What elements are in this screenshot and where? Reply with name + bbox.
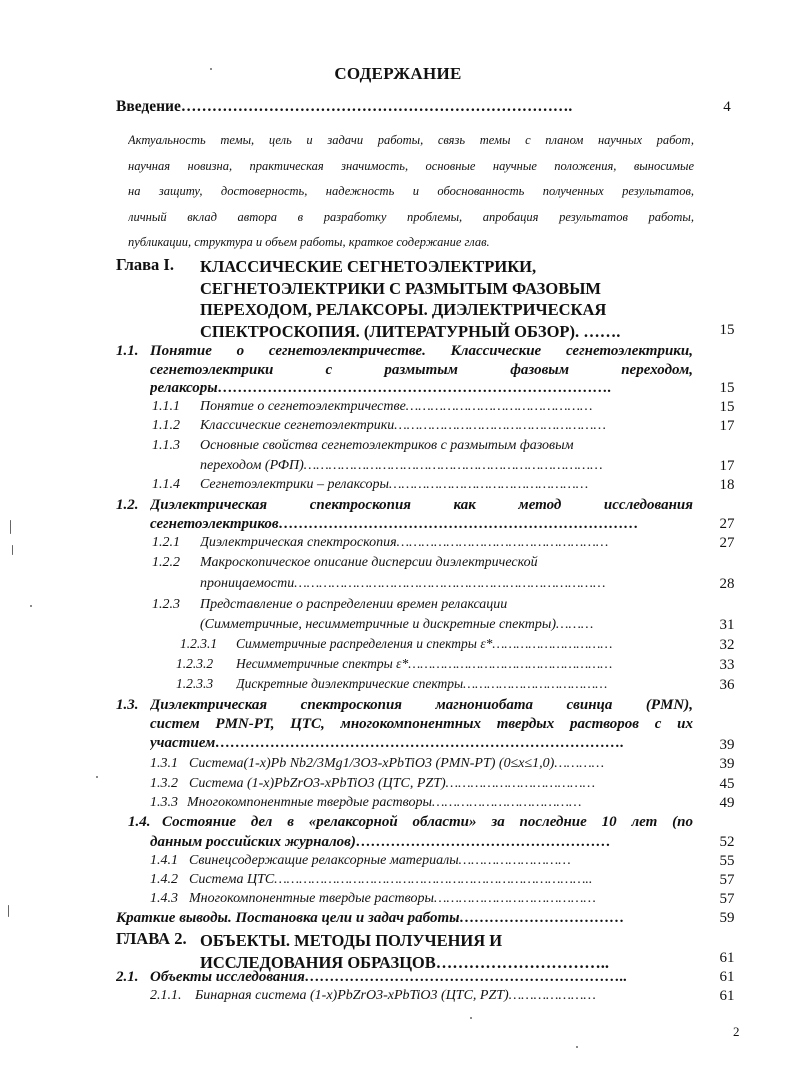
toc-intro-label[interactable]: Введение………………………………………………………………….: [116, 98, 573, 115]
toc-entry-1-1-3-num: 1.1.3: [152, 438, 180, 453]
toc-entry-1-1-3-line[interactable]: переходом (РФП)………………………………………………………………: [200, 458, 603, 473]
chapter1-title-line: ПЕРЕХОДОМ, РЕЛАКСОРЫ. ДИЭЛЕКТРИЧЕСКАЯ: [200, 300, 607, 319]
toc-entry-1-4-2: 1.4.2: [150, 872, 178, 887]
toc-entry-1-1-num: 1.1.: [116, 343, 139, 359]
intro-desc-line: Актуальность темы, цель и задачи работы, связь темы с планом научных работ,: [128, 133, 694, 147]
toc-entry-1-1-line[interactable]: Понятие о сегнетоэлектричестве. Классические сегнетоэлектрики,: [150, 343, 693, 359]
toc-entry-1-2-page: 27: [719, 516, 735, 532]
toc-entry-2-1-1-num: 2.1.1.: [150, 988, 182, 1003]
intro-desc-line: личный вклад автора в разработку проблемы, апробация результатов работы,: [128, 209, 694, 224]
toc-entry-1-2-3-1-num: 1.2.3.1: [180, 637, 218, 651]
scan-speck: [8, 905, 9, 917]
chapter2-number: ГЛАВА 2.: [116, 929, 187, 948]
toc-entry-1-1-1-page: 15: [719, 399, 735, 415]
toc-entry-1-2-3-2-line[interactable]: Несимметричные спектры ε*……………………………………………: [236, 657, 613, 671]
toc-entry-1-3-2-line[interactable]: Система (1-x)PbZrO3-xPbTiO3 (ЦТС, PZT)………………………………: [189, 776, 596, 791]
chapter1-number: Глава I.: [116, 255, 174, 274]
toc-entry-2-1-num: 2.1.: [116, 969, 139, 985]
scan-speck: [576, 1046, 578, 1048]
toc-entry-2-1-page: 61: [719, 969, 735, 985]
toc-entry-1-2-3-3-num: 1.2.3.3: [176, 677, 214, 691]
toc-entry-1-4-page: 52: [719, 834, 735, 850]
chapter2-title-line: ИССЛЕДОВАНИЯ ОБРАЗЦОВ…………………………..: [200, 952, 609, 972]
toc-entry-1-2-3-3-page: 36: [719, 677, 735, 693]
toc-entry-1-2-2-page: 28: [719, 576, 735, 592]
toc-entry-1-1-3-page: 17: [719, 458, 735, 474]
chapter2-title-line: ОБЪЕКТЫ. МЕТОДЫ ПОЛУЧЕНИЯ И: [200, 931, 503, 950]
chapter1-page: 15: [719, 322, 735, 338]
chapter1-title-line: СЕГНЕТОЭЛЕКТРИКИ С РАЗМЫТЫМ ФАЗОВЫМ: [200, 278, 602, 298]
toc-entry-1-2-line[interactable]: сегнетоэлектриков………………………………………………………………: [150, 516, 639, 532]
toc-entry-1-1-2-num: 1.1.2: [152, 418, 180, 433]
toc-entry-1-3-3: 1.3.3: [150, 795, 178, 810]
toc-entry-1-3-2: 1.3.2: [150, 776, 178, 791]
toc-entry-1-2-3-3-line[interactable]: Дискретные диэлектрические спектры………………………………: [236, 677, 608, 691]
chapter2-title[interactable]: [200, 930, 696, 973]
toc-entry-1-1-line[interactable]: релаксоры…………………………………………………………………….: [150, 380, 612, 396]
toc-entry-1-3-num: 1.3.: [116, 697, 139, 713]
toc-entry-2-1-1-page: 61: [719, 988, 735, 1004]
toc-entry-1-3-3-page: 49: [719, 795, 735, 811]
intro-desc-line: на защиту, достоверность, надежность и обоснованность полученных результатов,: [128, 184, 694, 198]
toc-entry-1-1-4-num: 1.1.4: [152, 477, 180, 492]
toc-entry-1-2-line[interactable]: Диэлектрическая спектроскопия как метод исследования: [150, 497, 693, 513]
scan-speck: [10, 520, 11, 534]
toc-entry-1-4-1-line[interactable]: Свинецсодержащие релаксорные материалы………………………: [189, 853, 571, 868]
toc-entry-1-1-4-line[interactable]: Сегнетоэлектрики – релаксоры…………………………………………: [200, 477, 589, 492]
toc-entry-1-1-4-page: 18: [719, 477, 735, 493]
toc-entry-1-4-1-page: 55: [719, 853, 735, 869]
toc-entry-1-3-1-line[interactable]: Система(1-x)Pb Nb2/3Mg1/3O3-xPbTiO3 (PMN-PT) (0≤x≤1,0)…………: [189, 756, 605, 771]
intro-desc-line: научная новизна, практическая значимость, основные научные положения, выносимые: [128, 158, 694, 173]
toc-entry-1-3-line[interactable]: участием……………………………………………………………………….: [150, 735, 625, 751]
toc-entry-1-2-3-num: 1.2.3: [152, 597, 180, 612]
toc-entry-1-2-3-line[interactable]: Представление о распределении времен релаксации: [200, 597, 508, 612]
toc-entry-1-1-3-line[interactable]: Основные свойства сегнетоэлектриков с размытым фазовым: [200, 438, 574, 453]
toc-entry-1-1-page: 15: [719, 380, 735, 396]
toc-entry-1-2-3-1-page: 32: [719, 637, 735, 653]
toc-entry-1-4-3-page: 57: [719, 891, 735, 907]
toc-entry-summary-page: 59: [719, 910, 735, 926]
scan-speck: [96, 776, 98, 778]
chapter1-title[interactable]: [200, 256, 710, 342]
intro-desc-line: публикации, структура и объем работы, краткое содержание глав.: [128, 235, 490, 249]
toc-entry-1-1-1-num: 1.1.1: [152, 399, 180, 414]
toc-entry-1-2-1-line[interactable]: Диэлектрическая спектроскопия……………………………………………: [200, 535, 609, 550]
footer-page-number: 2: [733, 1024, 740, 1039]
toc-entry-1-4-num: 1.4.: [128, 814, 151, 830]
scan-speck: [470, 1017, 472, 1019]
scan-speck: [30, 605, 32, 607]
toc-entry-1-2-2-line[interactable]: проницаемости…………………………………………………………………: [200, 576, 606, 591]
toc-intro-page: 4: [723, 99, 731, 115]
toc-entry-1-1-2-page: 17: [719, 418, 735, 434]
toc-entry-1-3-1-page: 39: [719, 756, 735, 772]
toc-entry-1-4-2-page: 57: [719, 872, 735, 888]
toc-entry-1-3-2-page: 45: [719, 776, 735, 792]
toc-entry-1-3-page: 39: [719, 737, 735, 753]
chapter1-title-line: СПЕКТРОСКОПИЯ. (ЛИТЕРАТУРНЫЙ ОБЗОР). …….: [200, 321, 621, 341]
page-title: СОДЕРЖАНИЕ: [334, 64, 462, 83]
toc-entry-1-2-2-num: 1.2.2: [152, 555, 180, 570]
toc-entry-1-4-line[interactable]: данным российских журналов)……………………………………………: [150, 834, 611, 850]
toc-entry-1-4-3: 1.4.3: [150, 891, 178, 906]
toc-entry-1-4-3-line[interactable]: Многокомпонентные твердые растворы…………………………………: [189, 891, 596, 906]
toc-entry-1-4-line[interactable]: Состояние дел в «релаксорной области» за последние 10 лет (по: [162, 814, 693, 830]
toc-entry-1-4-1: 1.4.1: [150, 853, 178, 868]
toc-entry-1-2-3-2-page: 33: [719, 657, 735, 673]
toc-entry-1-2-1-page: 27: [719, 535, 735, 551]
toc-entry-summary[interactable]: Краткие выводы. Постановка цели и задач работы……………………………: [116, 910, 625, 926]
intro-description: [128, 128, 694, 256]
toc-entry-1-2-3-line[interactable]: (Симметричные, несимметричные и дискретные спектры)………: [200, 617, 594, 632]
toc-entry-1-1-1-line[interactable]: Понятие о сегнетоэлектричестве………………………………………: [200, 399, 593, 414]
scan-speck: [210, 68, 212, 70]
toc-entry-1-3-line[interactable]: систем PMN-PT, ЦТС, многокомпонентных твердых растворов с их: [150, 716, 693, 732]
chapter2-page: 61: [719, 950, 735, 966]
toc-entry-1-3-line[interactable]: Диэлектрическая спектроскопия магнониобата свинца (PMN),: [150, 697, 693, 713]
toc-entry-1-2-3-page: 31: [719, 617, 735, 633]
toc-entry-1-1-line[interactable]: сегнетоэлектрики с размытым фазовым переходом,: [150, 362, 693, 378]
toc-entry-1-3-1: 1.3.1: [150, 756, 178, 771]
toc-entry-1-1-2-line[interactable]: Классические сегнетоэлектрики……………………………………………: [200, 418, 606, 433]
toc-entry-1-2-3-2-num: 1.2.3.2: [176, 657, 214, 671]
toc-entry-1-4-2-line[interactable]: Система ЦТС…………………………………………………………………..: [189, 872, 593, 887]
toc-entry-1-2-1-num: 1.2.1: [152, 535, 180, 550]
toc-entry-1-3-3-line[interactable]: Многокомпонентные твердые растворы………………………………: [187, 795, 582, 810]
toc-entry-2-1-line[interactable]: Объекты исследования………………………………………………………..: [150, 969, 628, 985]
toc-entry-1-2-3-1-line[interactable]: Симметричные распределения и спектры ε*…………………………: [236, 637, 613, 651]
toc-entry-2-1-1-line[interactable]: Бинарная система (1-x)PbZrO3-xPbTiO3 (ЦТС, PZT)…………………: [195, 988, 596, 1003]
chapter1-title-line: КЛАССИЧЕСКИЕ СЕГНЕТОЭЛЕКТРИКИ,: [200, 257, 537, 276]
toc-entry-1-2-num: 1.2.: [116, 497, 139, 513]
scan-speck: [12, 545, 13, 555]
toc-entry-1-2-2-line[interactable]: Макроскопическое описание дисперсии диэлектрической: [200, 555, 538, 570]
